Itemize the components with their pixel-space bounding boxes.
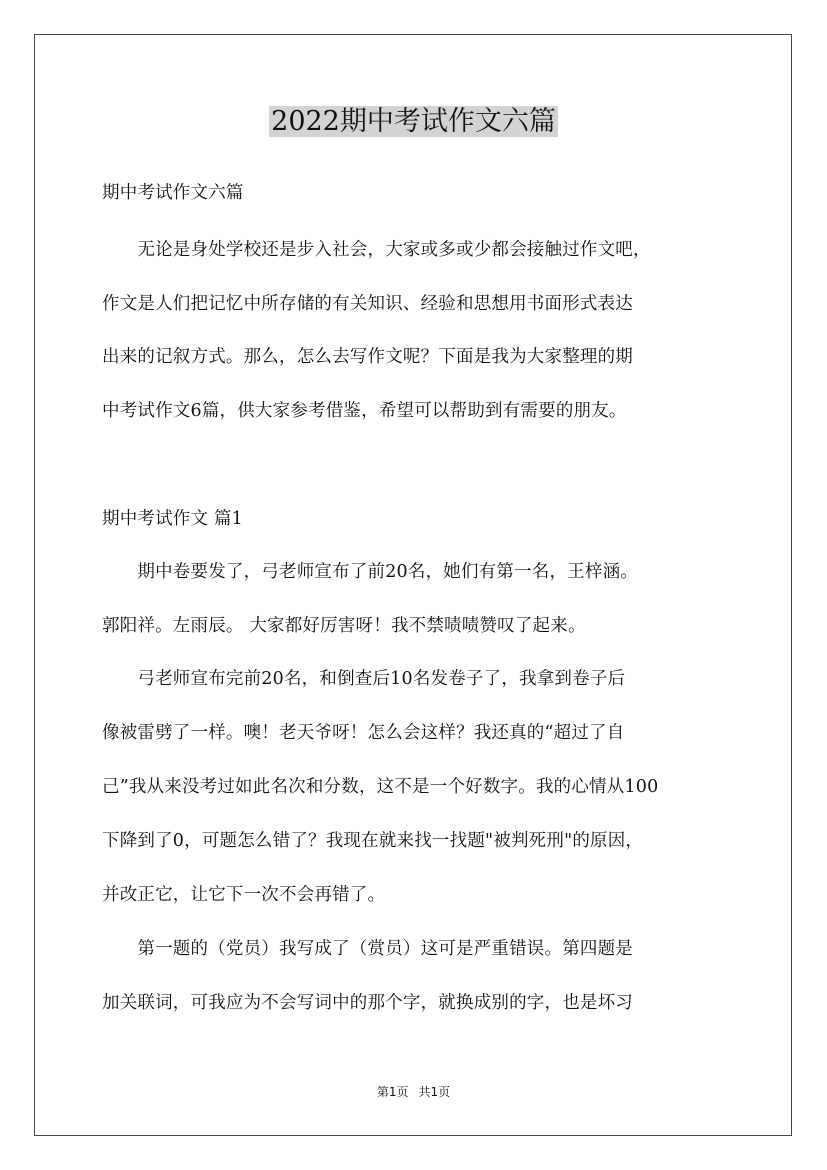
section-heading: 期中考试作文 篇1 [102, 509, 243, 529]
document-title: 2022期中考试作文六篇 [271, 106, 556, 137]
page-number: 第1页 [376, 1085, 409, 1099]
intro-line-3: 出来的记叙方式。那么，怎么去写作文呢？下面是我为大家整理的期 [102, 347, 633, 367]
body-line-2: 郭阳祥。左雨辰。 大家都好厉害呀！我不禁啧啧赞叹了起来。 [102, 616, 586, 636]
body-line-6: 下降到了0，可题怎么错了？我现在就来找一找题"被判死刑"的原因， [102, 831, 644, 851]
body-line-9: 加关联词，可我应为不会写词中的那个字，就换成别的字，也是坏习 [102, 993, 633, 1013]
body-line-7: 并改正它，让它下一次不会再错了。 [102, 885, 386, 905]
body-line-3: 弓老师宣布完前20名，和倒查后10名发卷子了，我拿到卷子后 [102, 669, 626, 689]
intro-line-2: 作文是人们把记忆中所存储的有关知识、经验和思想用书面形式表达 [102, 294, 633, 314]
body-line-5: 己”我从来没考过如此名次和分数，这不是一个好数字。我的心情从100 [102, 777, 659, 797]
body-line-1: 期中卷要发了，弓老师宣布了前20名，她们有第一名，王梓涵。 [102, 562, 638, 582]
body-line-8: 第一题的（党员）我写成了（赏员）这可是严重错误。第四题是 [102, 939, 633, 959]
page-total: 共1页 [418, 1085, 451, 1099]
page-footer [0, 1083, 827, 1101]
body-line-4: 像被雷劈了一样。噢！老天爷呀！怎么会这样？我还真的“超过了自 [102, 723, 625, 743]
document-subtitle: 期中考试作文六篇 [102, 183, 244, 203]
intro-line-4: 中考试作文6篇，供大家参考借鉴，希望可以帮助到有需要的朋友。 [102, 401, 627, 421]
intro-line-1: 无论是身处学校还是步入社会，大家或多或少都会接触过作文吧， [102, 240, 651, 260]
